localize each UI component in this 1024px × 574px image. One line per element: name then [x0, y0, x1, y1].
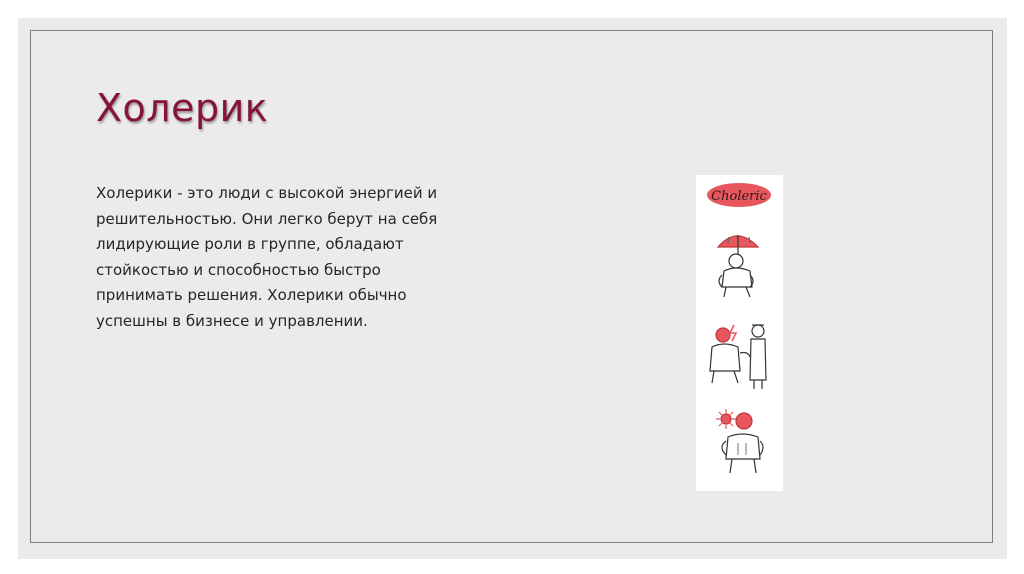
exploding-person-icon: [716, 409, 763, 473]
slide-title: Холерик: [96, 86, 269, 130]
umbrella-person-icon: [718, 235, 758, 297]
slide-body-text: Холерики - это люди с высокой энергией и решительностью. Они легко берут на себя лидирующие роли в группе, обладают стойкостью и способностью быстро принимать решения. Холерики обычно успешны в бизнесе и управлении.: [96, 184, 438, 330]
choleric-illustration: [696, 175, 783, 491]
slide: [18, 18, 1007, 559]
angry-pair-icon: [710, 325, 766, 389]
badge-label: Choleric: [711, 189, 767, 204]
choleric-badge-icon: [707, 183, 771, 207]
